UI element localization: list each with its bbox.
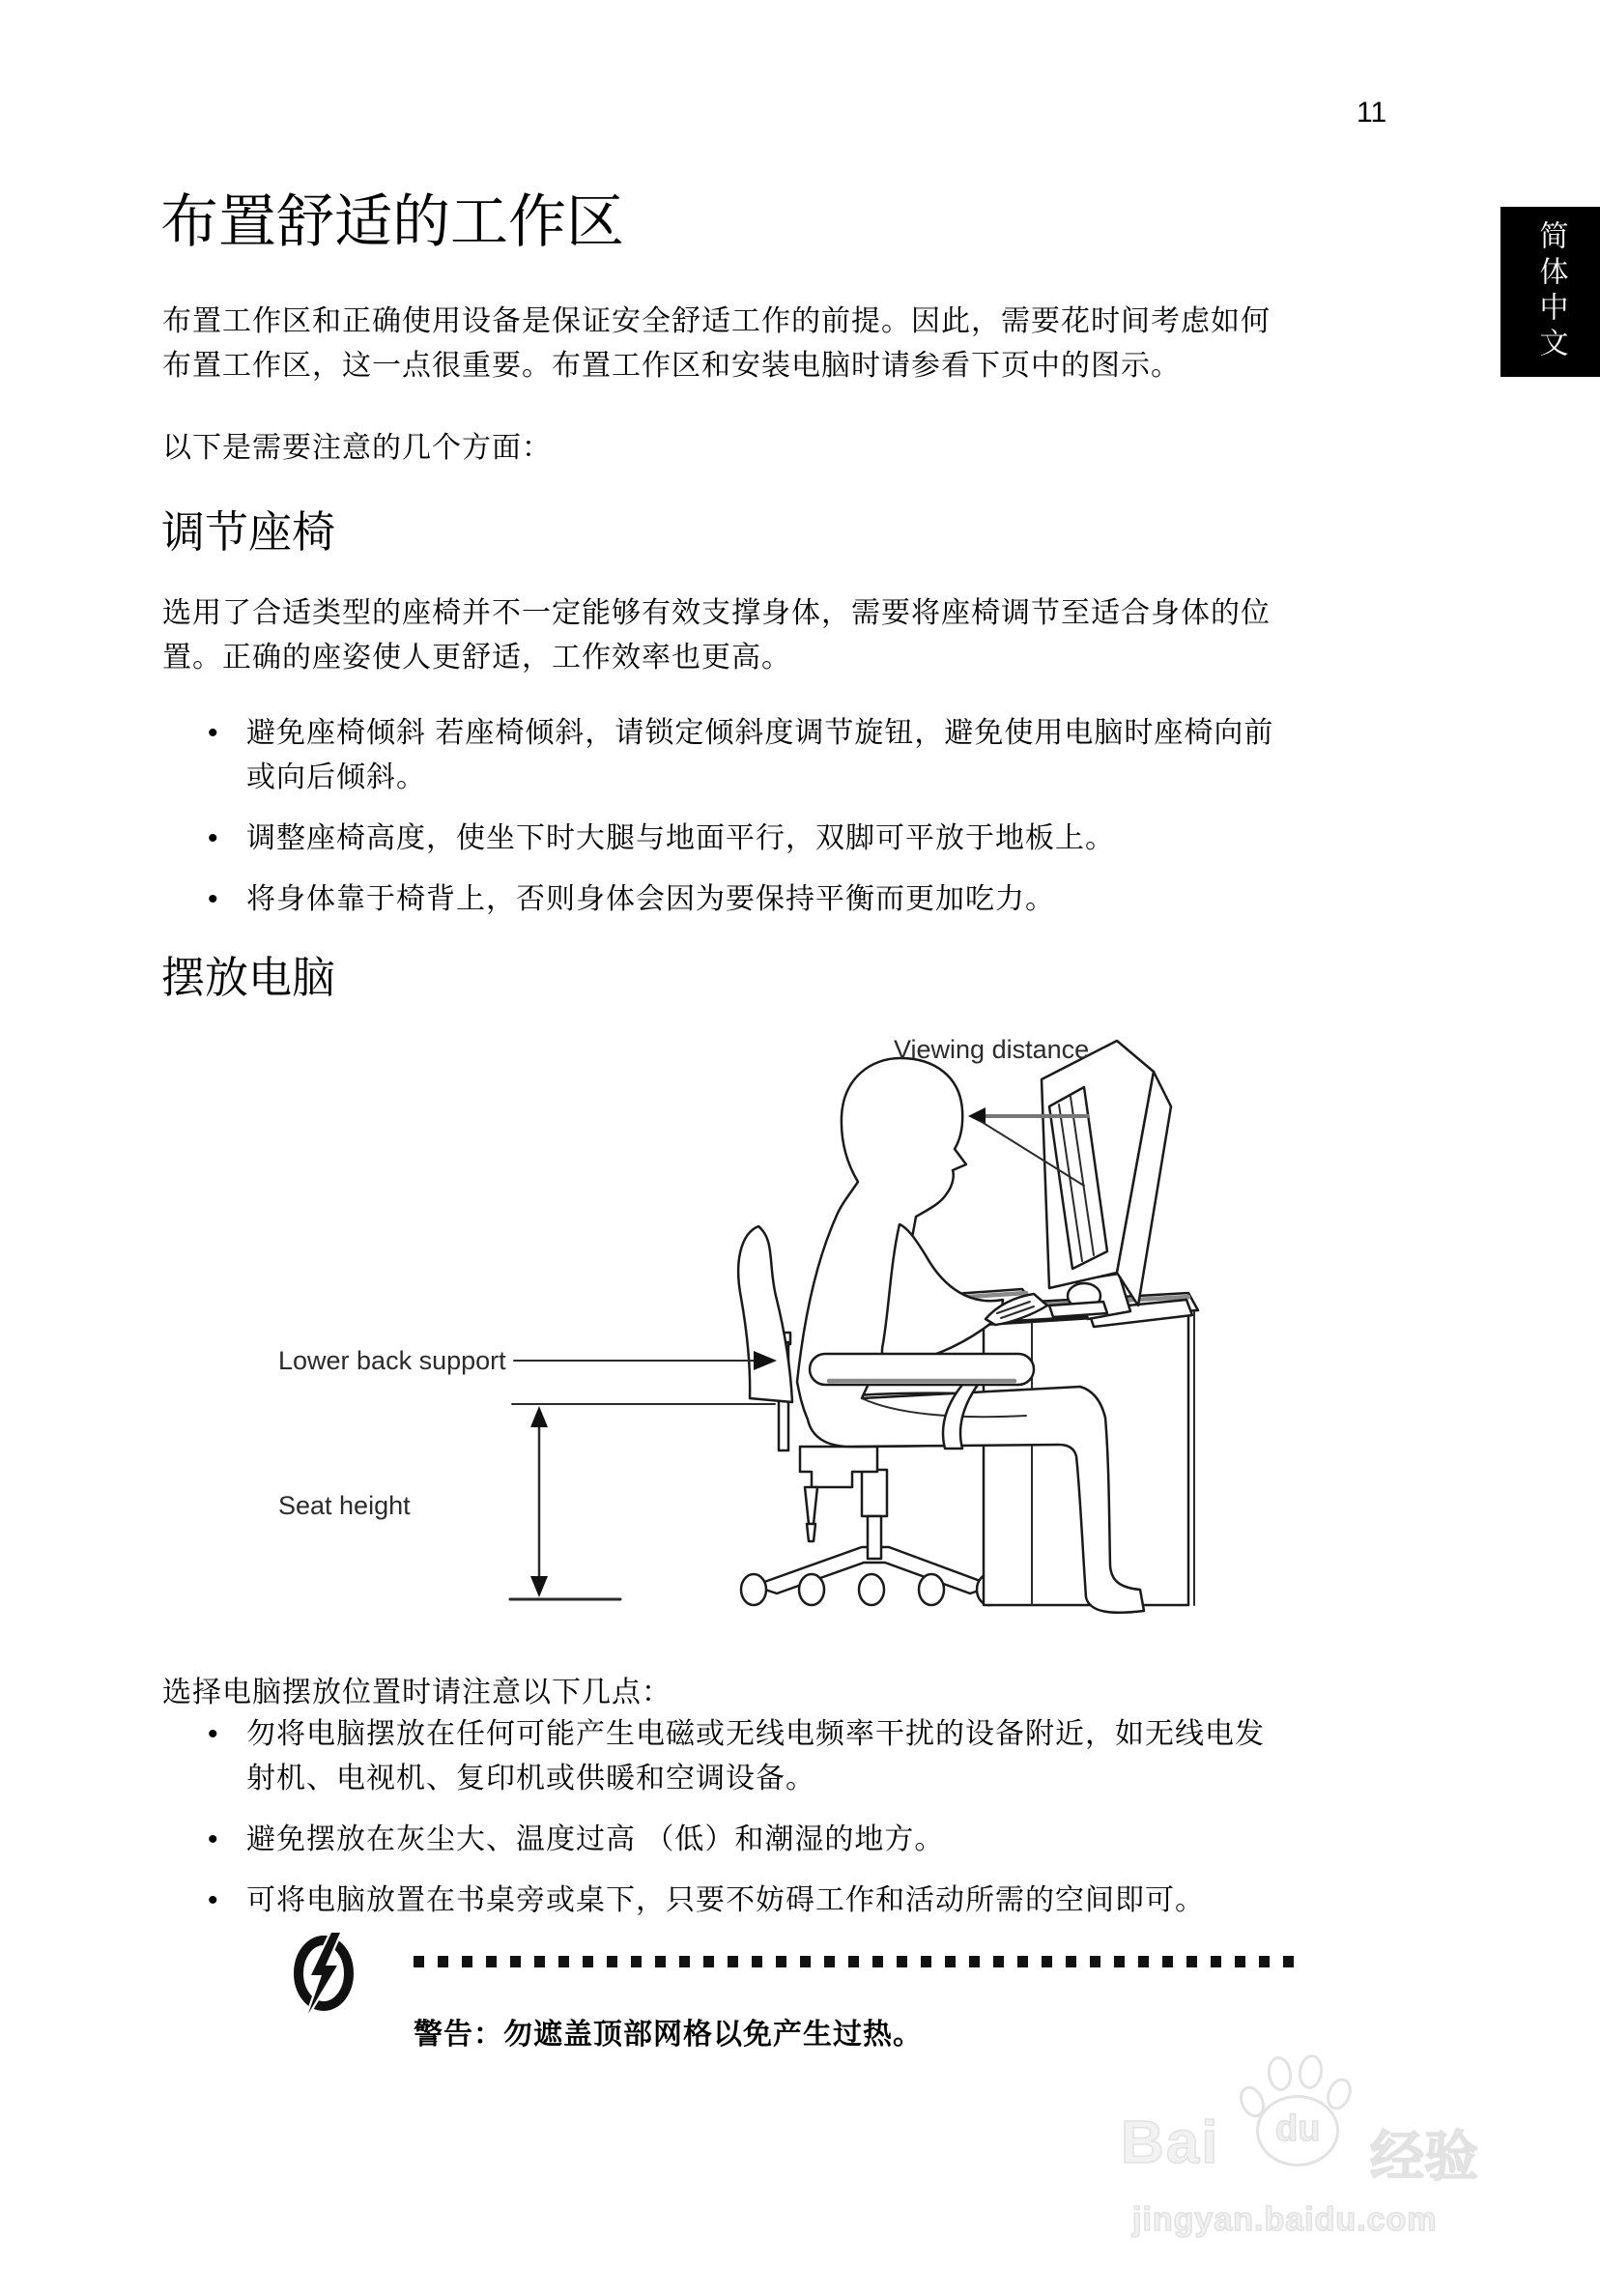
warning-divider <box>414 1956 1306 1967</box>
warning-icon <box>288 1929 359 2018</box>
position-computer-bullet-list <box>162 1712 1370 1939</box>
watermark-url: jingyan.baidu.com <box>1132 2201 1438 2238</box>
page-title: 布置舒适的工作区 <box>160 189 624 254</box>
adjust-chair-paragraph: 选用了合适类型的座椅并不一定能够有效支撑身体，需要将座椅调节至适合身体的位置。正确的座姿使人更舒适，工作效率也更高。 <box>162 597 1271 674</box>
list-item-text: 将身体靠于椅背上，否则身体会因为要保持平衡而更加吃力。 <box>246 883 1055 915</box>
lower-back-support-annotation <box>278 1346 777 1375</box>
list-item <box>162 1712 1275 1801</box>
watermark-brand-suffix: 经验 <box>1370 2126 1478 2187</box>
list-item <box>162 1818 1275 1862</box>
workstation-diagram <box>271 1019 1208 1633</box>
watermark-brand-prefix: Bai <box>1121 2109 1220 2176</box>
list-item-text: 调整座椅高度，使坐下时大腿与地面平行，双脚可平放于地板上。 <box>246 822 1115 854</box>
lower-back-support-label: Lower back support <box>278 1346 506 1375</box>
viewing-distance-label: Viewing distance <box>894 1035 1090 1064</box>
language-tab: 简体中文 <box>1500 207 1600 377</box>
position-computer-note: 选择电脑摆放位置时请注意以下几点： <box>162 1677 671 1708</box>
watermark <box>1092 2049 1498 2271</box>
paw-icon <box>1239 2049 1364 2194</box>
list-item <box>162 711 1275 800</box>
seat-height-annotation <box>278 1404 775 1599</box>
list-item-text: 可将电脑放置在书桌旁或桌下，只要不妨碍工作和活动所需的空间即可。 <box>246 1884 1205 1916</box>
intro-note: 以下是需要注意的几个方面： <box>162 432 552 464</box>
seat-height-label: Seat height <box>278 1491 411 1520</box>
monitor-illustration <box>1042 1041 1192 1327</box>
list-item-text: 避免摆放在灰尘大、温度过高 （低）和潮湿的地方。 <box>246 1823 945 1855</box>
list-item <box>162 817 1275 861</box>
bullet-icon: • <box>208 822 219 854</box>
bullet-icon: • <box>208 1718 219 1750</box>
desk-illustration <box>933 1293 1198 1605</box>
list-item <box>162 877 1275 922</box>
warning-text: 警告：勿遮盖顶部网格以免产生过热。 <box>414 2019 923 2051</box>
adjust-chair-bullet-list <box>162 711 1370 938</box>
section-heading-position-computer: 摆放电脑 <box>161 953 336 1002</box>
page-number: 11 <box>1357 97 1387 129</box>
list-item-text: 勿将电脑摆放在任何可能产生电磁或无线电频率干扰的设备附近，如无线电发射机、电视机、复印机或供暖和空调设备。 <box>246 1718 1265 1794</box>
bullet-icon: • <box>208 1823 219 1855</box>
list-item-text: 避免座椅倾斜 若座椅倾斜，请锁定倾斜度调节旋钮，避免使用电脑时座椅向前或向后倾斜。 <box>246 717 1274 793</box>
bullet-icon: • <box>208 883 219 915</box>
intro-paragraph: 布置工作区和正确使用设备是保证安全舒适工作的前提。因此，需要花时间考虑如何布置工作区，这一点很重要。布置工作区和安装电脑时请参看下页中的图示。 <box>162 305 1271 382</box>
list-item <box>162 1879 1275 1923</box>
watermark-brand-mid: du <box>1275 2109 1321 2149</box>
bullet-icon: • <box>208 1884 219 1916</box>
section-heading-adjust-chair: 调节座椅 <box>161 507 336 557</box>
bullet-icon: • <box>208 717 219 749</box>
